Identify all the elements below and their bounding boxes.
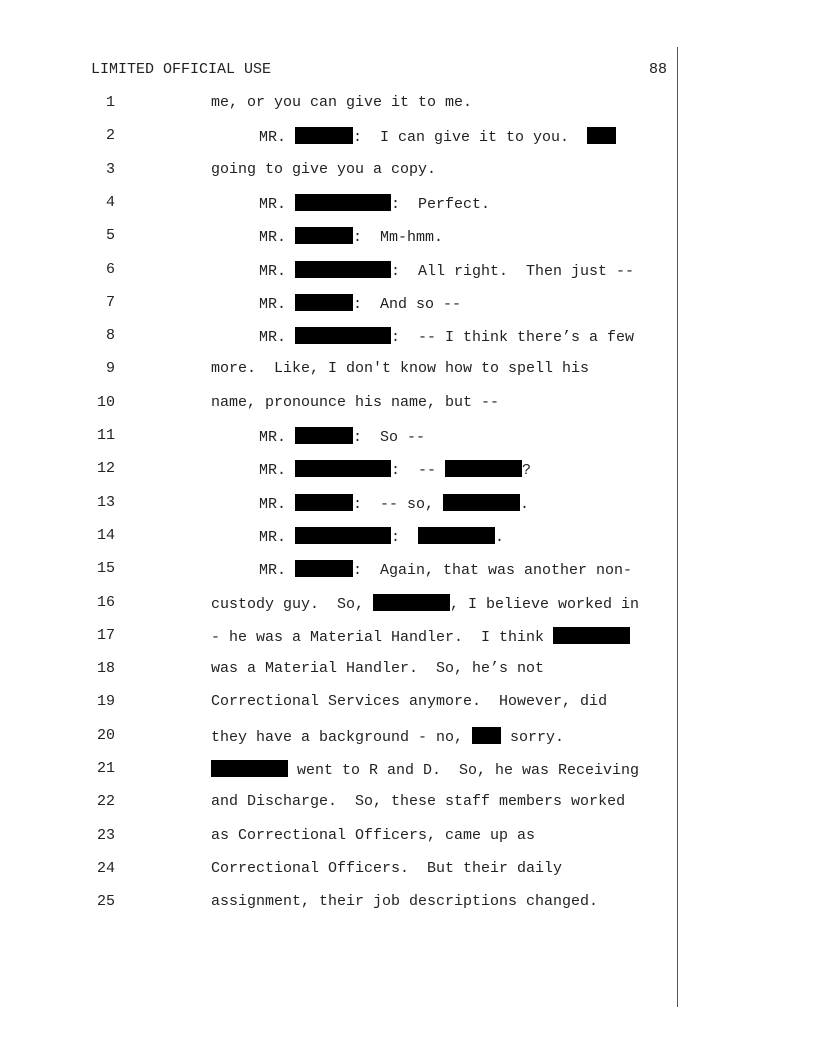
transcript-line [0, 594, 676, 614]
line-text-segment: going to give you a copy. [211, 160, 437, 178]
line-text-segment: MR. [259, 429, 296, 446]
line-number: 2 [105, 127, 115, 145]
line-number: 1 [105, 94, 115, 111]
transcript-line [0, 793, 676, 813]
line-number: 6 [105, 260, 115, 278]
redaction-bar [295, 427, 353, 444]
redaction-bar [445, 460, 522, 477]
line-number: 20 [96, 726, 115, 744]
line-text-segment: assignment, their job descriptions changed. [211, 893, 599, 911]
line-number: 25 [96, 893, 115, 911]
line-number: 3 [105, 160, 115, 178]
line-text [211, 860, 562, 877]
line-text [211, 627, 630, 646]
transcript-line [0, 827, 676, 847]
redaction-bar [373, 594, 450, 611]
line-text-segment: : -- [391, 462, 446, 480]
line-text [211, 161, 436, 178]
redaction-bar [418, 527, 495, 544]
line-text-segment: MR. [259, 229, 296, 247]
line-number: 8 [105, 327, 115, 345]
transcript-line [0, 527, 676, 547]
line-text-segment: , I believe worked in [450, 595, 640, 613]
line-text [259, 460, 531, 479]
line-text [259, 427, 425, 446]
line-text [211, 827, 535, 844]
redaction-bar [587, 127, 616, 144]
transcript-line [0, 560, 676, 580]
transcript-line [0, 460, 676, 480]
transcript-line [0, 427, 676, 447]
line-number: 15 [96, 560, 115, 578]
line-text-segment: they have a background - no, [211, 728, 473, 746]
line-text-segment: went to R and D. So, he was Receiving [288, 762, 640, 779]
transcript-line [0, 194, 676, 214]
line-text [211, 693, 607, 710]
line-text [259, 560, 632, 579]
page-header-classification: LIMITED OFFICIAL USE [91, 61, 272, 78]
line-number: 11 [96, 427, 115, 444]
line-text-segment: MR. [259, 295, 296, 313]
line-text [211, 760, 639, 779]
line-text-segment: : Perfect. [391, 195, 491, 213]
redaction-bar [211, 760, 288, 777]
line-number: 22 [96, 793, 115, 811]
transcript-line [0, 327, 676, 347]
transcript-line [0, 394, 676, 414]
line-text-segment: MR. [259, 495, 296, 513]
transcript-line [0, 161, 676, 181]
line-text [211, 893, 598, 910]
transcript-line [0, 860, 676, 880]
line-number: 7 [105, 293, 115, 311]
line-text-segment: : [391, 528, 419, 546]
line-text [211, 594, 639, 613]
line-number: 10 [96, 393, 115, 411]
line-text [259, 327, 634, 346]
line-text-segment: MR. [259, 195, 296, 213]
redaction-bar [295, 494, 353, 511]
line-text-segment: . [520, 495, 530, 513]
line-text-segment: : Again, that was another non- [353, 562, 633, 580]
line-number: 19 [96, 693, 115, 711]
transcript-line [0, 227, 676, 247]
redaction-bar [295, 227, 353, 244]
line-number: 5 [105, 227, 115, 245]
transcript-line [0, 893, 676, 913]
line-text-segment: more. Like, I don't know how to spell his [211, 360, 590, 378]
line-text-segment: : -- I think there’s a few [391, 329, 635, 347]
transcript-line [0, 127, 676, 147]
line-text [259, 194, 490, 213]
line-number: 4 [105, 193, 115, 211]
line-number: 21 [96, 760, 115, 777]
line-text-segment: custody guy. So, [211, 595, 374, 613]
line-text [259, 294, 461, 313]
line-text [211, 727, 564, 746]
right-margin-rule [677, 47, 678, 1007]
transcript-line [0, 360, 676, 380]
line-text [259, 527, 504, 546]
line-text-segment: MR. [259, 129, 296, 147]
line-text-segment: : All right. Then just -- [391, 262, 635, 280]
redaction-bar [295, 560, 353, 577]
line-text-segment: MR. [259, 462, 296, 480]
line-text [259, 227, 443, 246]
line-text-segment: . [495, 528, 505, 546]
line-text-segment: : And so -- [353, 295, 462, 313]
line-text-segment: : Mm-hmm. [353, 229, 444, 247]
line-number: 18 [96, 660, 115, 678]
line-text [259, 127, 616, 146]
line-text-segment: : -- so, [353, 495, 444, 513]
line-text-segment: Correctional Officers. But their daily [211, 859, 563, 877]
line-text [211, 94, 472, 111]
line-text [211, 793, 625, 810]
line-text-segment: MR. [259, 562, 296, 580]
line-number: 13 [96, 493, 115, 511]
line-text-segment: MR. [259, 262, 296, 280]
transcript-line [0, 660, 676, 680]
transcript-line [0, 627, 676, 647]
line-text [211, 394, 499, 411]
line-text-segment: ? [522, 462, 532, 480]
transcript-line [0, 727, 676, 747]
line-text-segment: me, or you can give it to me. [211, 94, 473, 111]
transcript-line [0, 760, 676, 780]
line-number: 14 [96, 526, 115, 544]
line-text-segment: and Discharge. So, these staff members worked [211, 793, 626, 811]
line-text-segment: : So -- [353, 429, 426, 446]
line-number: 16 [96, 593, 115, 611]
line-text [259, 494, 529, 513]
line-text [259, 261, 634, 280]
redaction-bar [443, 494, 520, 511]
redaction-bar [472, 727, 501, 744]
line-text-segment: MR. [259, 329, 296, 347]
page-number: 88 [648, 61, 667, 78]
line-number: 17 [96, 626, 115, 644]
transcript-line [0, 693, 676, 713]
transcript-line [0, 494, 676, 514]
line-text-segment: name, pronounce his name, but -- [211, 393, 500, 411]
line-number: 23 [96, 826, 115, 844]
line-text-segment: - he was a Material Handler. I think [211, 628, 554, 646]
redaction-bar [295, 127, 353, 144]
line-text [211, 360, 589, 377]
line-text [211, 660, 544, 677]
redaction-bar [295, 327, 391, 344]
line-text-segment: : I can give it to you. [353, 129, 588, 147]
redaction-bar [553, 627, 630, 644]
transcript-line [0, 261, 676, 281]
redaction-bar [295, 460, 391, 477]
line-text-segment: sorry. [501, 728, 565, 746]
line-text-segment: MR. [259, 528, 296, 546]
line-text-segment: as Correctional Officers, came up as [211, 826, 536, 844]
line-number: 12 [96, 460, 115, 478]
line-number: 9 [105, 360, 115, 378]
redaction-bar [295, 294, 353, 311]
redaction-bar [295, 194, 391, 211]
line-number: 24 [96, 859, 115, 877]
line-text-segment: was a Material Handler. So, he’s not [211, 660, 545, 678]
redaction-bar [295, 527, 391, 544]
transcript-line [0, 94, 676, 114]
line-text-segment: Correctional Services anymore. However, did [211, 693, 608, 711]
redaction-bar [295, 261, 391, 278]
transcript-line [0, 294, 676, 314]
